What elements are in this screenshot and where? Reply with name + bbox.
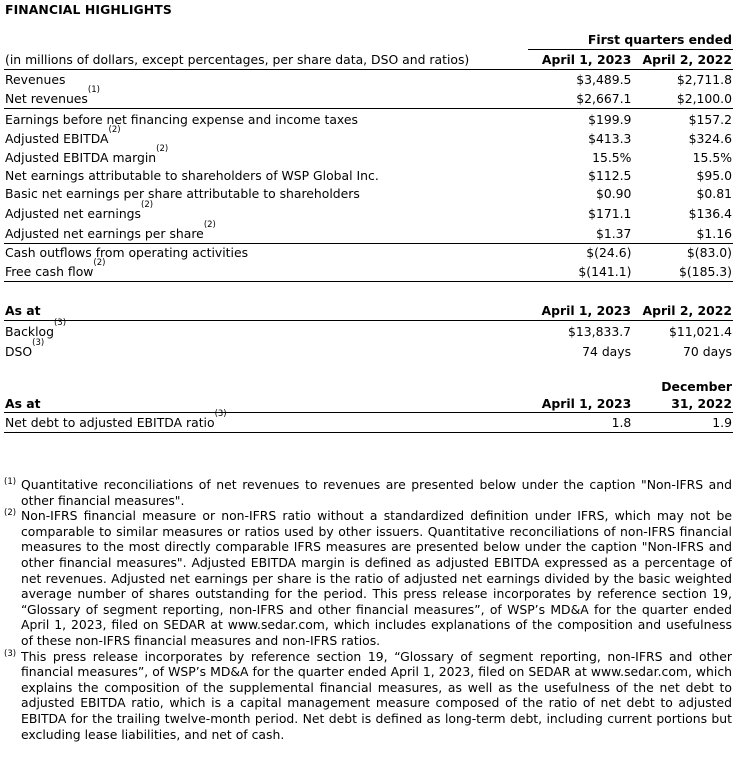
table-row	[4, 243, 733, 262]
footnote-mark: (3)	[4, 648, 17, 659]
footnote-ref: (2)	[141, 199, 154, 210]
row-label: Adjusted EBITDA	[5, 130, 109, 146]
row-label: Adjusted EBITDA margin	[5, 149, 157, 165]
table-row	[4, 148, 733, 167]
value-2022: $1.16	[632, 223, 733, 244]
table-row	[4, 341, 733, 361]
row-label: Earnings before net financing expense and income taxes	[5, 111, 358, 127]
value-2022: $0.81	[696, 185, 732, 201]
value-2022: 15.5%	[692, 149, 732, 165]
value-2023: $1.37	[528, 223, 632, 244]
footnote-mark: (1)	[4, 477, 17, 487]
row-label: Revenues	[5, 72, 66, 87]
column-header: December 31, 2022	[632, 378, 733, 413]
row-label: Adjusted net earnings	[5, 205, 141, 221]
value-2022: $136.4	[688, 205, 732, 221]
footnote-1	[4, 477, 732, 508]
row-label: Adjusted net earnings per share	[5, 225, 204, 241]
value-2023: 15.5%	[592, 149, 632, 165]
footnote-ref: (2)	[156, 143, 169, 154]
row-label: Basic net earnings per share attributable to shareholders	[5, 185, 360, 201]
column-header: April 1, 2023	[527, 378, 632, 413]
net-debt-ratio-table	[4, 378, 733, 433]
table-row	[4, 185, 733, 203]
table-row	[4, 89, 733, 109]
value-2022: $95.0	[696, 167, 732, 183]
value-2022: $11,021.4	[668, 324, 732, 339]
row-label: Net earnings attributable to shareholders of WSP Global Inc.	[5, 167, 379, 183]
table-row	[4, 413, 733, 433]
column-header: April 1, 2023	[528, 50, 632, 70]
balance-highlights-table	[4, 301, 733, 361]
footnote-ref: (2)	[93, 257, 106, 268]
value-2023: $112.5	[588, 167, 632, 183]
table-row	[4, 223, 733, 244]
row-label: Free cash flow	[5, 263, 94, 279]
footnote-ref: (3)	[32, 338, 45, 348]
value-2022: $2,100.0	[632, 89, 733, 109]
footnote-ref: (2)	[108, 124, 121, 135]
row-label: DSO	[5, 344, 33, 359]
value-2023: $(141.1)	[528, 262, 632, 282]
table-row	[4, 70, 733, 90]
footnote-3	[4, 649, 732, 743]
value-2023: $13,833.7	[568, 324, 632, 339]
value-2023: $3,489.5	[576, 72, 632, 87]
footnote-ref: (2)	[203, 219, 216, 230]
table-row	[4, 203, 733, 223]
value-2023: $199.9	[588, 111, 632, 127]
value-2023: 1.8	[527, 413, 632, 433]
footnote-ref: (1)	[87, 85, 100, 95]
table-row	[4, 321, 733, 342]
quarterly-highlights-table	[4, 30, 733, 282]
footnote-2	[4, 508, 732, 648]
units-label: (in millions of dollars, except percentages, per share data, DSO and ratios)	[4, 50, 528, 70]
table-row	[4, 167, 733, 185]
as-at-label: As at	[4, 378, 527, 413]
value-2022: $157.2	[688, 111, 732, 127]
footnote-text: Quantitative reconciliations of net revenues to revenues are presented below under the caption "Non-IFRS and other financial measures".	[21, 477, 732, 508]
value-2022: $(83.0)	[686, 244, 732, 260]
row-label: Backlog	[5, 324, 54, 339]
column-header: April 2, 2022	[632, 50, 733, 70]
row-label: Cash outflows from operating activities	[5, 244, 249, 260]
value-2022: 1.9	[632, 413, 733, 433]
value-2022: $(185.3)	[632, 262, 733, 282]
column-header: April 1, 2023	[527, 301, 632, 321]
value-2023: $413.3	[588, 130, 632, 146]
footnote-ref: (3)	[214, 409, 227, 419]
value-2023: $(24.6)	[586, 244, 632, 260]
value-2023: $2,667.1	[528, 89, 632, 109]
value-2023: $171.1	[588, 205, 632, 221]
footnote-mark: (2)	[4, 508, 17, 519]
value-2022: $324.6	[688, 130, 732, 146]
row-label: Net revenues	[5, 91, 88, 106]
table-row	[4, 262, 733, 282]
group-header: First quarters ended	[528, 30, 733, 50]
value-2022: 70 days	[683, 344, 732, 359]
footnote-text: Non-IFRS financial measure or non-IFRS ratio without a standardized definition under IFRS, which may not be comparable to similar measures or ratios used by other issuers. Quantitative reconciliations of non-IFRS financial measures to the most directly comparable IFRS measures are presented below under the caption "Non-IFRS and other financial measures". Adjusted EBITDA margin is defined as adjusted EBITDA expressed as a percentage of net revenues. Adjusted net earnings per share is the ratio of adjusted net earnings divided by the basic weighted average number of shares outstanding for the period. This press release incorporates by reference section 19, “Glossary of segment reporting, non-IFRS and other financial measures”, of WSP’s MD&A for the quarter ended April 1, 2023, filed on SEDAR at www.sedar.com, which includes explanations of the composition and usefulness of these non-IFRS financial measures and non-IFRS ratios.	[21, 508, 732, 648]
column-header: April 2, 2022	[632, 301, 733, 321]
value-2022: $2,711.8	[676, 72, 732, 87]
as-at-label: As at	[4, 301, 527, 321]
value-2023: 74 days	[582, 344, 632, 359]
page-title: FINANCIAL HIGHLIGHTS	[5, 2, 172, 17]
value-2023: $0.90	[595, 185, 632, 201]
footnotes	[4, 477, 732, 742]
footnote-text: This press release incorporates by reference section 19, “Glossary of segment reporting, non-IFRS and other financial measures”, of WSP’s MD&A for the quarter ended April 1, 2023, filed on SEDAR at www.sedar.com, which explains the composition of the supplemental financial measures, as well as the usefulness of the net debt to adjusted EBITDA ratio, which is a capital management measure composed of the ratio of net debt to adjusted EBITDA for the trailing twelve-month period. Net debt is defined as long-term debt, including current portions but excluding lease liabilities, and net of cash.	[21, 648, 732, 742]
footnote-ref: (3)	[53, 318, 67, 328]
row-label: Net debt to adjusted EBITDA ratio	[5, 415, 215, 430]
table-row	[4, 129, 733, 148]
